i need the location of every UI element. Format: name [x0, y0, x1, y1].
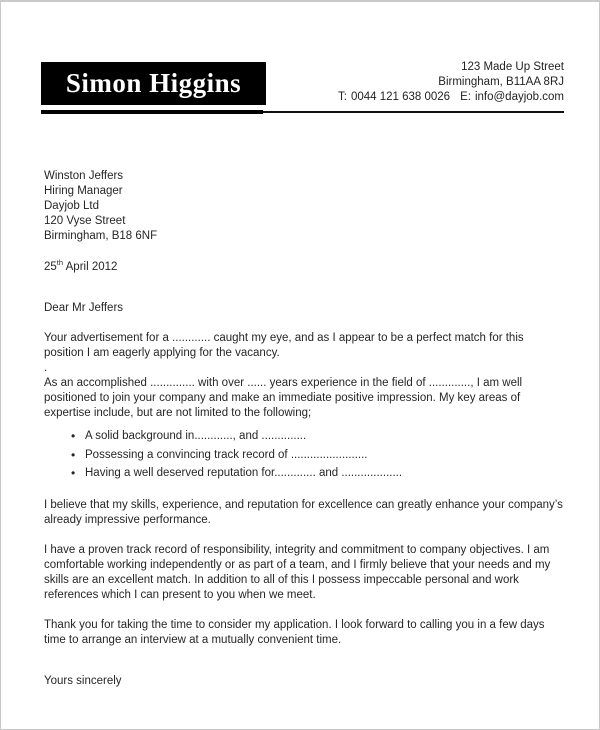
recipient-company: Dayjob Ltd — [44, 200, 99, 212]
salutation: Dear Mr Jeffers — [44, 302, 124, 314]
bullet-text: A solid background in............, and .............. — [85, 430, 307, 442]
date-line — [44, 260, 564, 275]
email-label: E: — [460, 91, 471, 103]
bullet-item — [44, 427, 564, 446]
stray-dot-line: . — [44, 362, 48, 374]
paragraph-thank-you: Thank you for taking the time to consider my application. I look forward to calling you in a few days time to arrange an interview at a mutually convenient time. — [44, 618, 545, 646]
bullet-text: Possessing a convincing track record of ........................ — [85, 448, 368, 461]
paragraph-intro: Your advertisement for a ............ caught my eye, and as I appear to be a perfect match for this position I am eagerly applying for the vacancy. — [44, 332, 524, 359]
bullet-dot-icon: • — [71, 466, 76, 480]
email-address: info@dayjob.com — [474, 91, 564, 103]
recipient-name: Winston Jeffers — [44, 170, 124, 182]
bullet-item — [44, 464, 564, 483]
paragraph-skills: I believe that my skills, experience, and reputation for excellence can greatly enhance your company’s already impressive performance. — [44, 498, 563, 526]
paragraph-experience: As an accomplished .............. with over ...... years experience in the field of ............., I am well positioned to join your company and make an immediate positive impression. My key areas of expertise include, but are not limited to the following; — [44, 377, 523, 419]
phone-label: T: — [338, 91, 347, 103]
bullet-text: Having a well deserved reputation for............. and ................... — [85, 467, 403, 479]
letter-body — [1, 169, 599, 689]
recipient-block — [44, 169, 564, 244]
header-rule-thick-line — [41, 110, 263, 114]
contact-address-line-1: 123 Made Up Street — [461, 61, 564, 73]
bullet-item — [44, 446, 564, 465]
recipient-street: 120 Vyse Street — [44, 215, 126, 227]
letterhead-name: Simon Higgins — [65, 68, 242, 98]
recipient-city: Birmingham, B18 6NF — [44, 230, 158, 242]
date-day: 25 — [44, 261, 57, 273]
contact-phone-email-line — [338, 90, 564, 105]
date-rest: April 2012 — [63, 261, 118, 273]
recipient-title: Hiring Manager — [44, 185, 123, 197]
date-suffix: th — [56, 258, 64, 268]
bullet-dot-icon: • — [71, 447, 76, 462]
contact-block — [338, 60, 564, 105]
phone-number: 0044 121 638 0026 — [350, 91, 451, 103]
name-box — [41, 62, 266, 105]
paragraph-track-record: I have a proven track record of responsibility, integrity and commitment to company objectives. I am comfortable working independently or as part of a team, and I firmly believe that your needs and my skills are an excellent match. In addition to all of this I possess impeccable personal and work references which I can present to you when we meet. — [44, 543, 551, 601]
signoff: Yours sincerely — [44, 674, 122, 687]
contact-address-line-2: Birmingham, B11AA 8RJ — [438, 76, 564, 88]
bullet-dot-icon: • — [71, 429, 76, 443]
header-rule — [41, 110, 564, 115]
bullet-list — [44, 427, 564, 483]
letterhead — [41, 60, 564, 105]
